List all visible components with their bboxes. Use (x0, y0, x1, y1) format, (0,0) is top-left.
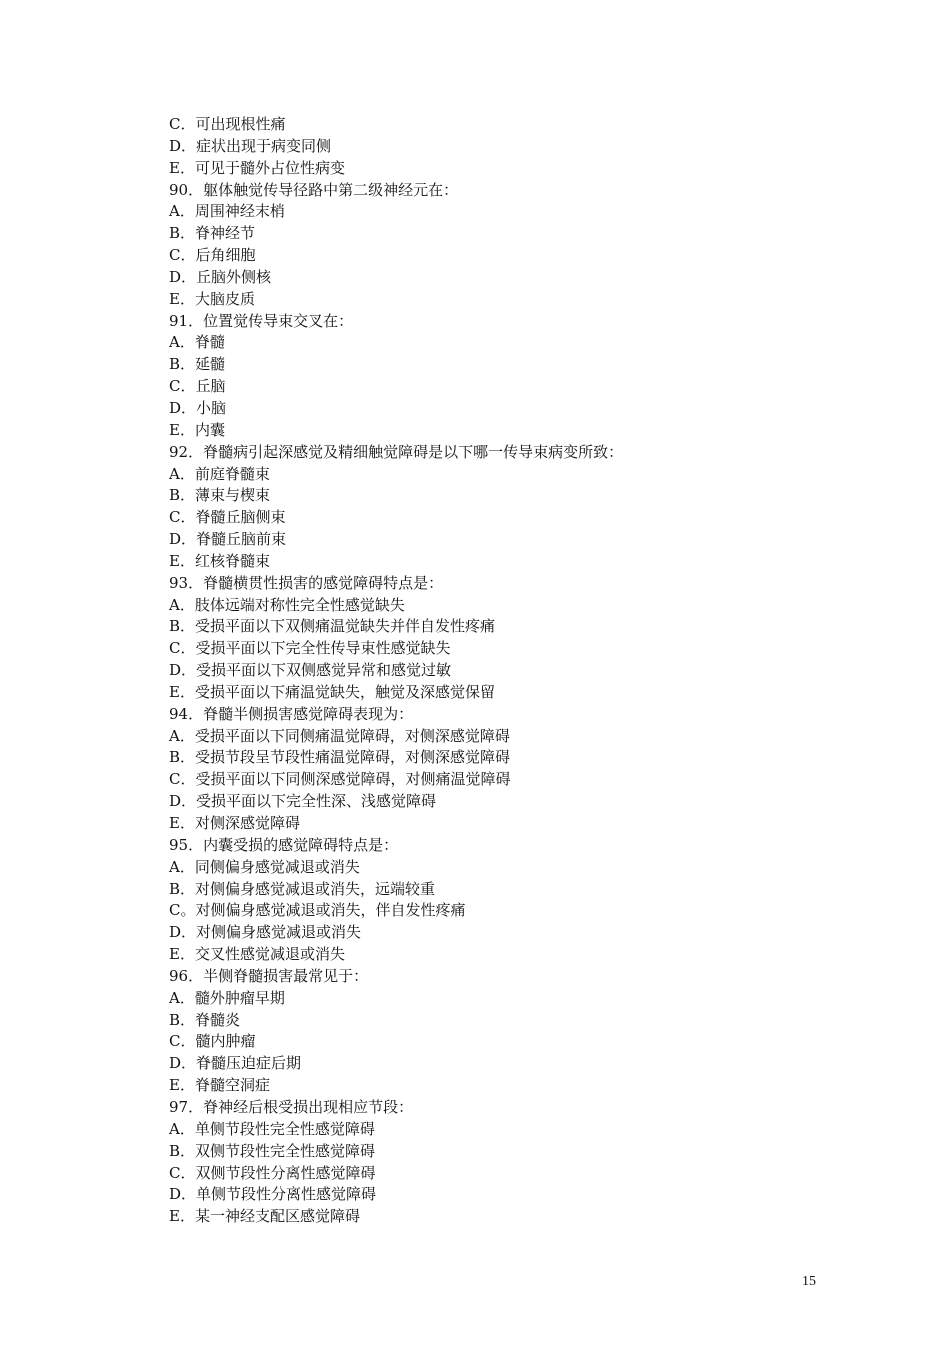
text-line: A．肢体远端对称性完全性感觉缺失 (169, 595, 405, 614)
text-line: E．脊髓空洞症 (169, 1076, 270, 1095)
question-text-block (169, 114, 889, 1228)
text-line: D．脊髓压迫症后期 (169, 1054, 302, 1073)
text-line: E．可见于髓外占位性病变 (169, 158, 345, 177)
text-line: B．对侧偏身感觉减退或消失，远端较重 (169, 879, 436, 898)
text-line: B．脊髓炎 (169, 1010, 241, 1029)
text-line: E．内囊 (169, 420, 225, 439)
text-line: A．髓外肿瘤早期 (169, 988, 285, 1007)
text-line: C。对侧偏身感觉减退或消失，伴自发性疼痛 (169, 901, 466, 920)
text-line: C．可出现根性痛 (169, 115, 286, 133)
text-line: 94．脊髓半侧损害感觉障碍表现为： (169, 704, 414, 723)
text-line: C．后角细胞 (169, 246, 256, 265)
text-line: 97．脊神经后根受损出现相应节段： (169, 1097, 414, 1116)
text-line: 92．脊髓病引起深感觉及精细触觉障碍是以下哪一传导束病变所致： (169, 442, 624, 461)
text-line: E．大脑皮质 (169, 289, 255, 308)
text-line: B．受损平面以下双侧痛温觉缺失并伴自发性疼痛 (169, 617, 496, 636)
page-number: 15 (802, 1274, 816, 1289)
text-line: C．丘脑 (169, 377, 226, 396)
text-line: A．前庭脊髓束 (169, 464, 270, 483)
text-line: C．脊髓丘脑侧束 (169, 508, 286, 527)
text-line: C．髓内肿瘤 (169, 1032, 256, 1051)
text-line: A．周围神经末梢 (169, 202, 285, 221)
text-line: B．延髓 (169, 355, 226, 374)
text-line: E．红核脊髓束 (169, 551, 270, 570)
text-line: E．某一神经支配区感觉障碍 (169, 1207, 360, 1226)
text-line: 93．脊髓横贯性损害的感觉障碍特点是： (169, 573, 444, 592)
text-line: D．症状出现于病变同侧 (169, 136, 332, 155)
text-line: E．对侧深感觉障碍 (169, 814, 300, 832)
text-line: B．受损节段呈节段性痛温觉障碍，对侧深感觉障碍 (169, 748, 511, 767)
text-line: D．对侧偏身感觉减退或消失 (169, 923, 362, 942)
text-line: D．丘脑外侧核 (169, 267, 272, 286)
text-line: 91．位置觉传导束交叉在： (169, 311, 354, 330)
text-line: D．受损平面以下完全性深、浅感觉障碍 (169, 792, 437, 811)
text-line: A．脊髓 (169, 333, 225, 352)
text-line: C．双侧节段性分离性感觉障碍 (169, 1163, 376, 1182)
text-line: C．受损平面以下完全性传导束性感觉缺失 (169, 639, 451, 658)
text-line: B．脊神经节 (169, 224, 256, 243)
text-line: B．双侧节段性完全性感觉障碍 (169, 1141, 376, 1160)
text-line: 90．躯体触觉传导径路中第二级神经元在： (169, 180, 459, 199)
text-line: C．受损平面以下同侧深感觉障碍，对侧痛温觉障碍 (169, 770, 511, 789)
text-line: A．受损平面以下同侧痛温觉障碍，对侧深感觉障碍 (169, 726, 510, 745)
text-line: A．同侧偏身感觉减退或消失 (169, 857, 360, 876)
text-line: D．小脑 (169, 398, 227, 417)
text-line: D．脊髓丘脑前束 (169, 530, 287, 549)
text-line: E．交叉性感觉减退或消失 (169, 945, 345, 964)
text-line: E．受损平面以下痛温觉缺失，触觉及深感觉保留 (169, 682, 495, 701)
text-line: 96．半侧脊髓损害最常见于： (169, 966, 369, 985)
text-line: 95．内囊受损的感觉障碍特点是： (169, 835, 399, 854)
text-line: A．单侧节段性完全性感觉障碍 (169, 1119, 375, 1138)
text-line: D．单侧节段性分离性感觉障碍 (169, 1185, 377, 1204)
text-line: B．薄束与楔束 (169, 486, 271, 505)
text-line: D．受损平面以下双侧感觉异常和感觉过敏 (169, 661, 452, 680)
